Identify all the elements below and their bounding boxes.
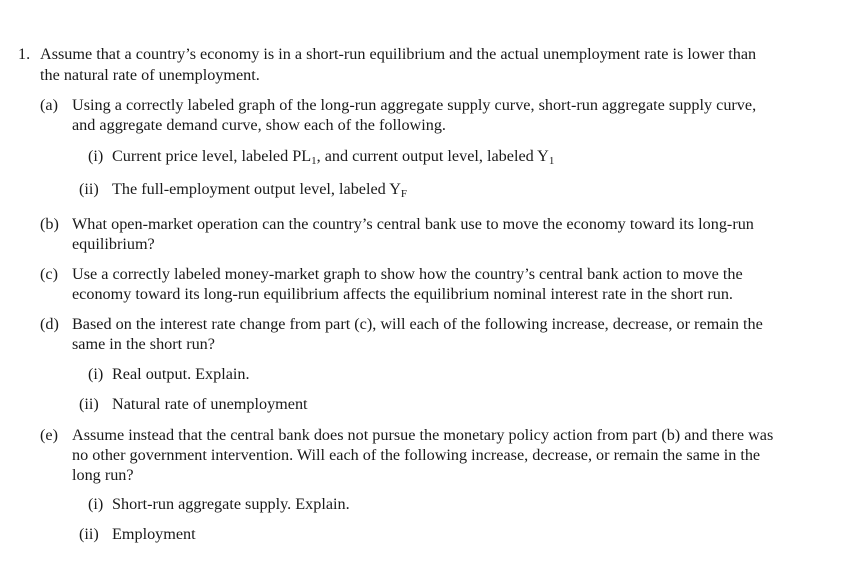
part-b-label: (b) bbox=[40, 215, 59, 233]
part-e-ii-label: (ii) bbox=[79, 525, 99, 543]
part-e-line-3: long run? bbox=[72, 466, 134, 484]
part-c-line-1: Use a correctly labeled money-market graph to show how the country’s central bank action to move the bbox=[72, 265, 743, 283]
part-c-label: (c) bbox=[40, 265, 58, 283]
part-a-i-label: (i) bbox=[88, 147, 104, 165]
stem-line-1: Assume that a country’s economy is in a short-run equilibrium and the actual unemployment rate is lower than bbox=[40, 45, 757, 63]
part-d-ii-text: Natural rate of unemployment bbox=[112, 395, 308, 413]
part-b-line-1: What open-market operation can the country’s central bank use to move the economy toward its long-run bbox=[72, 215, 754, 233]
part-e-line-1: Assume instead that the central bank does not pursue the monetary policy action from part (b) and there was bbox=[72, 426, 774, 444]
part-e-line-2: no other government intervention. Will each of the following increase, decrease, or remain the same in the bbox=[72, 446, 761, 464]
part-d-line-1: Based on the interest rate change from part (c), will each of the following increase, decrease, or remain the bbox=[72, 315, 763, 333]
part-e-label: (e) bbox=[40, 426, 58, 444]
part-a-ii-label: (ii) bbox=[79, 180, 99, 198]
part-a-label: (a) bbox=[40, 96, 58, 114]
part-a-i-text: Current price level, labeled $PL_1$, and current output level, labeled $Y_1$ bbox=[112, 147, 555, 167]
part-d-line-2: same in the short run? bbox=[72, 335, 215, 353]
part-e-i-label: (i) bbox=[88, 495, 104, 513]
part-d-i-text: Real output. Explain. bbox=[112, 365, 250, 383]
part-a-line-1: Using a correctly labeled graph of the long-run aggregate supply curve, short-run aggregate supply curve, bbox=[72, 96, 757, 114]
part-d-label: (d) bbox=[40, 315, 59, 333]
part-d-ii-label: (ii) bbox=[79, 395, 99, 413]
part-a-ii-text: The full-employment output level, labeled $Y_F$ bbox=[112, 180, 408, 200]
part-b-line-2: equilibrium? bbox=[72, 235, 155, 253]
part-a-line-2: and aggregate demand curve, show each of the following. bbox=[72, 116, 446, 134]
stem-line-2: the natural rate of unemployment. bbox=[40, 66, 260, 84]
part-e-i-text: Short-run aggregate supply. Explain. bbox=[112, 495, 350, 513]
part-d-i-label: (i) bbox=[88, 365, 104, 383]
question-number: 1. bbox=[18, 45, 31, 63]
part-e-ii-text: Employment bbox=[112, 525, 196, 543]
part-c-line-2: economy toward its long-run equilibrium affects the equilibrium nominal interest rate in the short run. bbox=[72, 285, 733, 303]
